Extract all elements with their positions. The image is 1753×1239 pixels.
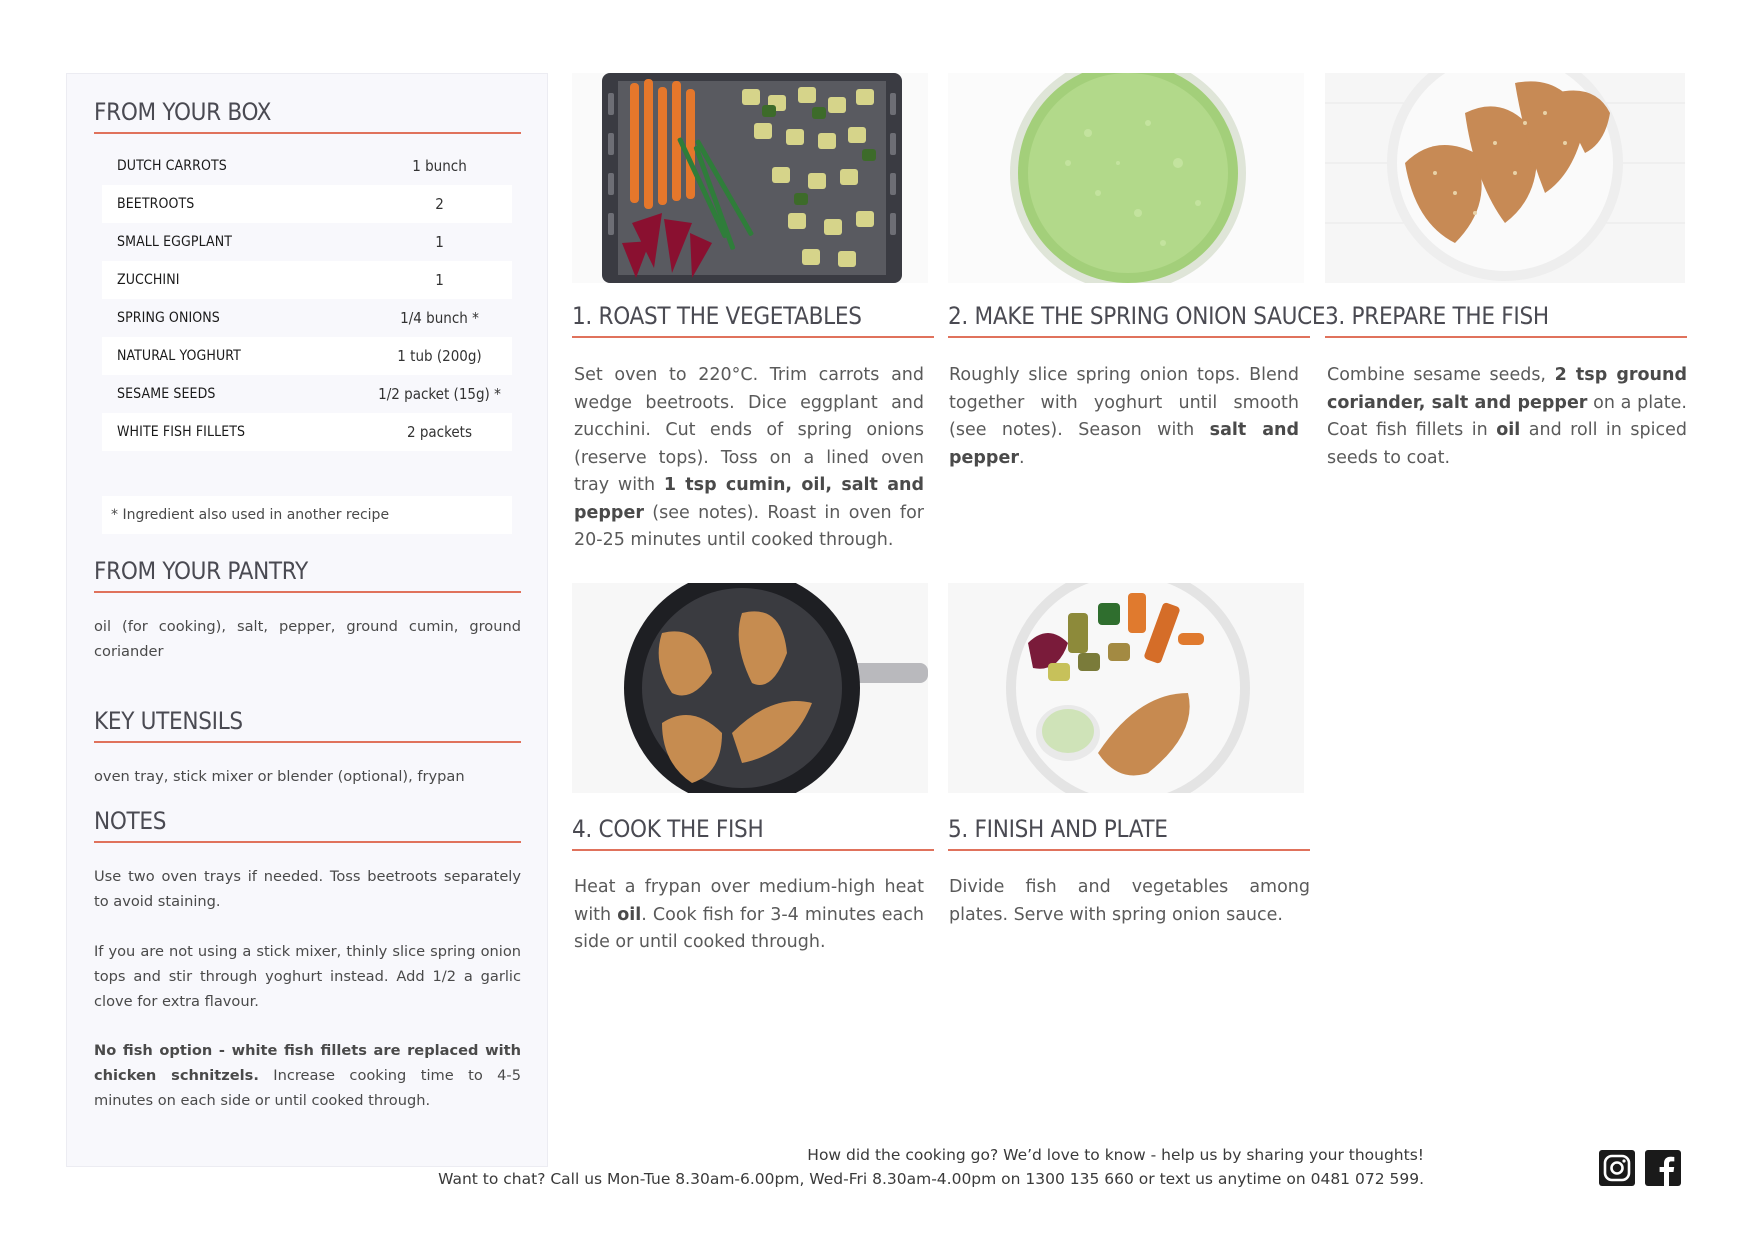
ingredient-qty: 2 xyxy=(435,195,444,213)
notes-bold-text: No fish option - white fish fillets are replaced with chicken schnitzels. xyxy=(94,1042,521,1084)
step-text-part: on a plate. Coat fish fillets in xyxy=(1327,392,1687,440)
step-bold-part: salt and pepper xyxy=(949,420,1299,468)
sauce-bowl-illustration xyxy=(948,73,1304,283)
ingredient-name: SPRING ONIONS xyxy=(117,310,220,326)
step-text-part: . Cook fish for 3-4 minutes each side or until cooked through. xyxy=(574,904,924,952)
step-5-image xyxy=(948,583,1304,793)
step-text-part: Combine sesame seeds, xyxy=(1327,365,1555,385)
box-section-title: FROM YOUR BOX xyxy=(94,98,521,134)
ingredient-name: DUTCH CARROTS xyxy=(117,158,227,174)
contact-line: Want to chat? Call us Mon-Tue 8.30am-6.00pm, Wed-Fri 8.30am-4.00pm on 1300 135 660 or text us anytime on 0481 072 599. xyxy=(438,1170,1424,1188)
ingredient-name: SMALL EGGPLANT xyxy=(117,234,233,250)
ingredients-sidebar xyxy=(66,73,548,1167)
table-row xyxy=(102,185,512,223)
roast-tray-illustration xyxy=(572,73,928,283)
facebook-icon[interactable] xyxy=(1645,1150,1681,1186)
step-1-image xyxy=(572,73,928,283)
ingredient-qty: 1 xyxy=(435,233,444,251)
step-text-part: Set oven to 220°C. Trim carrots and wedge beetroots. Dice eggplant and zucchini. Cut ends of spring onions (reserve tops). Toss on a lined oven tray with xyxy=(574,365,924,495)
plated-meal-illustration xyxy=(948,583,1304,793)
ingredient-qty: 1/4 bunch * xyxy=(400,309,479,327)
ingredient-name: WHITE FISH FILLETS xyxy=(117,424,246,440)
utensils-section-title: KEY UTENSILS xyxy=(94,707,521,743)
ingredient-name: ZUCCHINI xyxy=(117,272,180,288)
step-4-image xyxy=(572,583,928,793)
step-1-title: 1. ROAST THE VEGETABLES xyxy=(572,302,934,338)
table-row xyxy=(102,147,512,185)
table-row xyxy=(102,299,512,337)
table-row xyxy=(102,223,512,261)
step-3-image xyxy=(1325,73,1685,283)
step-4-text xyxy=(574,874,924,957)
instagram-icon[interactable] xyxy=(1599,1150,1635,1186)
notes-rest-text: Increase cooking time to 4-5 minutes on each side or until cooked through. xyxy=(94,1067,521,1109)
table-row xyxy=(102,261,512,299)
fish-plate-illustration xyxy=(1325,73,1685,283)
ingredient-qty: 1 bunch xyxy=(412,157,467,175)
step-1-text xyxy=(574,362,924,555)
step-text-part: and roll in spiced seeds to coat. xyxy=(1327,420,1687,468)
notes-paragraph-2: If you are not using a stick mixer, thinly slice spring onion tops and stir through yoghurt instead. Add 1/2 a garlic clove for extra flavour. xyxy=(94,943,521,1010)
ingredient-name: BEETROOTS xyxy=(117,196,195,212)
step-text-part: Divide fish and vegetables among plates. Serve with spring onion sauce. xyxy=(949,877,1310,925)
notes-section-title: NOTES xyxy=(94,807,521,843)
ingredient-qty: 2 packets xyxy=(406,423,473,441)
notes-paragraph-3 xyxy=(94,1038,521,1113)
step-5-text xyxy=(949,874,1310,929)
step-text-part: . xyxy=(1018,447,1025,468)
utensils-text: oven tray, stick mixer or blender (optional), frypan xyxy=(94,768,465,785)
table-row xyxy=(102,337,512,375)
step-text-part: Heat a frypan over medium-high heat with xyxy=(574,877,924,925)
step-text-part: (see notes). Roast in oven for 20-25 minutes until cooked through. xyxy=(574,502,924,550)
step-bold-part: 1 tsp cumin, oil, salt and pepper xyxy=(574,475,925,523)
pantry-section-title: FROM YOUR PANTRY xyxy=(94,557,521,593)
step-2-text xyxy=(949,362,1299,472)
ingredient-qty: 1/2 packet (15g) * xyxy=(378,385,501,403)
table-row xyxy=(102,413,512,451)
frypan-illustration xyxy=(572,583,928,793)
step-bold-part: oil xyxy=(617,904,642,925)
pantry-text: oil (for cooking), salt, pepper, ground cumin, ground coriander xyxy=(94,618,521,660)
ingredient-qty: 1 xyxy=(435,271,444,289)
table-row xyxy=(102,375,512,413)
step-2-title: 2. MAKE THE SPRING ONION SAUCE xyxy=(948,302,1310,338)
ingredient-name: NATURAL YOGHURT xyxy=(117,348,241,364)
step-2-image xyxy=(948,73,1304,283)
ingredient-qty: 1 tub (200g) xyxy=(397,347,482,365)
step-bold-part: 2 tsp ground coriander, salt and pepper xyxy=(1327,365,1687,413)
ingredients-table xyxy=(102,147,512,451)
step-5-title: 5. FINISH AND PLATE xyxy=(948,815,1310,851)
ingredient-name: SESAME SEEDS xyxy=(117,386,216,402)
step-3-text xyxy=(1327,362,1687,472)
step-4-title: 4. COOK THE FISH xyxy=(572,815,934,851)
step-text-part: Roughly slice spring onion tops. Blend together with yoghurt until smooth (see notes). Season with xyxy=(949,365,1299,440)
feedback-line: How did the cooking go? We’d love to know - help us by sharing your thoughts! xyxy=(807,1146,1424,1164)
notes-paragraph-1: Use two oven trays if needed. Toss beetroots separately to avoid staining. xyxy=(94,868,521,910)
ingredient-footnote: * Ingredient also used in another recipe xyxy=(102,496,512,534)
step-bold-part: oil xyxy=(1496,420,1521,440)
step-3-title: 3. PREPARE THE FISH xyxy=(1325,302,1687,338)
